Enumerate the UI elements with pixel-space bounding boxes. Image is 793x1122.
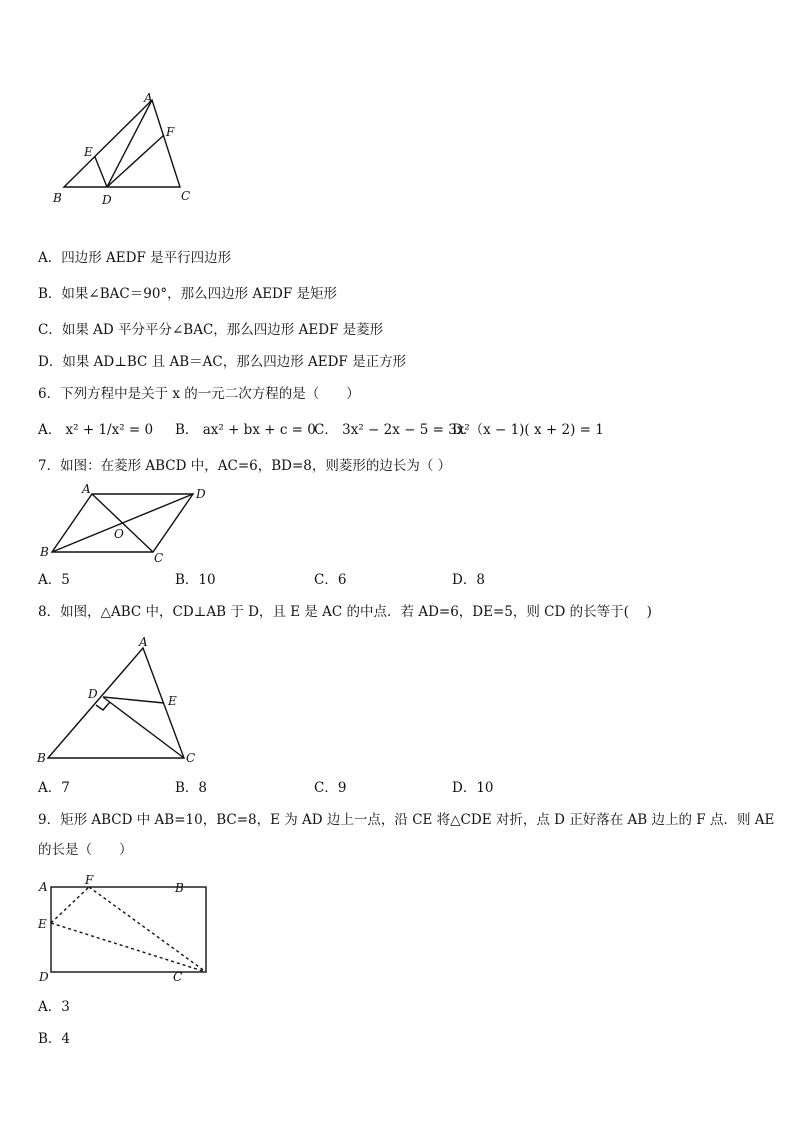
q9-label-c: C xyxy=(173,970,183,984)
q7-label-o: O xyxy=(114,527,124,541)
q8-label-b: B xyxy=(37,751,46,765)
q9-stem-line-1: 9．矩形 ABCD 中 AB=10，BC=8，E 为 AD 边上一点，沿 CE 将△CDE 对折，点 D 正好落在 AB 边上的 F 点．则 AE xyxy=(38,812,775,828)
q5-label-e: E xyxy=(84,145,93,159)
q5-option-d: D．如果 AD⊥BC 且 AB＝AC，那么四边形 AEDF 是正方形 xyxy=(38,354,407,370)
q6-option-c: C． 3x² − 2x − 5 = 3x² xyxy=(314,422,470,438)
q9-option-a: A．3 xyxy=(38,999,70,1015)
q6-option-d: D．（x − 1)( x + 2) = 1 xyxy=(452,422,604,438)
q7-option-d: D．8 xyxy=(452,572,485,588)
q9-label-d: D xyxy=(39,970,49,984)
q8-label-a: A xyxy=(139,635,148,649)
q7-label-c: C xyxy=(154,551,164,565)
q8-label-e: E xyxy=(168,694,177,708)
q9-label-f: F xyxy=(85,873,94,887)
q9-option-b: B．4 xyxy=(38,1031,71,1047)
q9-label-b: B xyxy=(175,881,184,895)
q8-option-a: A．7 xyxy=(38,780,70,796)
q8-triangle-figure xyxy=(36,632,206,767)
q5-label-f: F xyxy=(166,125,175,139)
q8-label-d: D xyxy=(88,687,98,701)
q7-label-d: D xyxy=(196,487,206,501)
q5-label-c: C xyxy=(181,189,191,203)
q5-label-b: B xyxy=(53,191,62,205)
q7-label-b: B xyxy=(40,545,49,559)
q5-label-d: D xyxy=(102,193,112,207)
q6-stem: 6．下列方程中是关于 x 的一元二次方程的是（ ） xyxy=(38,386,360,402)
q7-option-b: B．10 xyxy=(175,572,216,588)
q8-option-d: D．10 xyxy=(452,780,494,796)
q8-option-b: B．8 xyxy=(175,780,208,796)
q7-option-a: A．5 xyxy=(38,572,70,588)
q9-stem-line-2: 的长是（ ） xyxy=(38,842,133,858)
q7-stem: 7．如图：在菱形 ABCD 中，AC=6，BD=8，则菱形的边长为（ ） xyxy=(38,458,452,474)
q9-label-a: A xyxy=(39,880,48,894)
q5-option-c: C．如果 AD 平分平分∠BAC，那么四边形 AEDF 是菱形 xyxy=(38,322,384,338)
q8-option-c: C．9 xyxy=(314,780,347,796)
q5-triangle-figure xyxy=(40,88,210,213)
q7-option-c: C．6 xyxy=(314,572,347,588)
q8-stem: 8．如图，△ABC 中，CD⊥AB 于 D，且 E 是 AC 的中点．若 AD=6，DE=5，则 CD 的长等于( ) xyxy=(38,604,652,620)
q5-label-a: A xyxy=(144,91,153,105)
q7-label-a: A xyxy=(82,482,91,496)
q9-rectangle-figure xyxy=(36,873,196,988)
q7-rhombus-figure xyxy=(38,482,218,567)
q9-label-e: E xyxy=(38,917,47,931)
q8-label-c: C xyxy=(186,751,196,765)
q6-option-a: A． x² + 1/x² = 0 xyxy=(38,422,154,438)
q5-option-b: B．如果∠BAC＝90°，那么四边形 AEDF 是矩形 xyxy=(38,286,338,302)
q6-option-b: B． ax² + bx + c = 0 xyxy=(175,422,316,438)
q5-option-a: A．四边形 AEDF 是平行四边形 xyxy=(38,250,232,266)
